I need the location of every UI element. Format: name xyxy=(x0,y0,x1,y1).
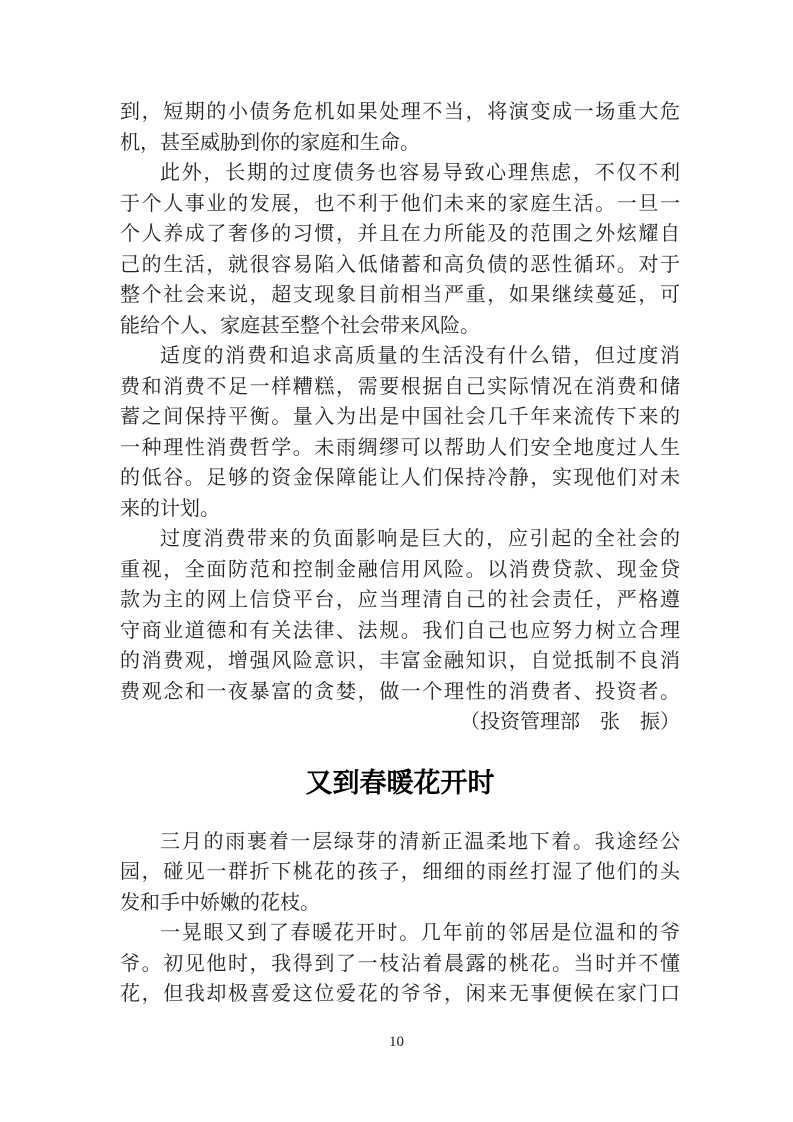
page-number: 10 xyxy=(389,1034,404,1050)
text-line: 蓄之间保持平衡。量入为出是中国社会几千年来流传下来的 xyxy=(120,406,680,428)
text-line: 发和手中娇嫩的花枝。 xyxy=(120,891,320,914)
text-line: 机，甚至威胁到你的家庭和生命。 xyxy=(120,131,420,154)
paragraph xyxy=(120,524,680,707)
article1-body xyxy=(120,97,680,707)
text-line: 整个社会来说，超支现象目前相当严重，如果继续蔓延，可 xyxy=(120,284,680,306)
text-line: 个人养成了奢侈的习惯，并且在力所能及的范围之外炫耀自 xyxy=(120,223,680,245)
text-line: 此外，长期的过度债务也容易导致心理焦虑，不仅不利 xyxy=(160,162,680,184)
text-line: 一晃眼又到了春暖花开时。几年前的邻居是位温和的爷 xyxy=(160,922,680,944)
text-line: 的消费观，增强风险意识，丰富金融知识，自觉抵制不良消 xyxy=(120,650,680,672)
page-content xyxy=(120,97,680,1010)
text-line: 于个人事业的发展，也不利于他们未来的家庭生活。一旦一 xyxy=(120,192,680,215)
text-line: 爷。初见他时，我得到了一枝沾着晨露的桃花。当时并不懂 xyxy=(120,952,680,975)
paragraph xyxy=(120,158,680,341)
text-line: 重视，全面防范和控制金融信用风险。以消费贷款、现金贷 xyxy=(120,558,680,581)
text-line: 的低谷。足够的资金保障能让人们保持冷静，实现他们对未 xyxy=(120,467,680,489)
text-line: 适度的消费和追求高质量的生活没有什么错，但过度消 xyxy=(160,345,680,367)
text-line: 花，但我却极喜爱这位爱花的爷爷，闲来无事便候在家门口 xyxy=(120,983,680,1005)
article1-byline: （投资管理部 张 振） xyxy=(460,711,680,733)
text-line: 费观念和一夜暴富的贪婪，做一个理性的消费者、投资者。 xyxy=(120,680,680,703)
paragraph xyxy=(120,918,680,1010)
text-line: 园，碰见一群折下桃花的孩子，细细的雨丝打湿了他们的头 xyxy=(120,861,680,883)
text-line: 来的计划。 xyxy=(120,497,220,520)
paragraph xyxy=(120,341,680,524)
text-line: 能给个人、家庭甚至整个社会带来风险。 xyxy=(120,314,480,337)
text-line: 过度消费带来的负面影响是巨大的，应引起的全社会的 xyxy=(160,528,680,550)
article2-title: 又到春暖花开时 xyxy=(305,767,495,798)
text-line: 到，短期的小债务危机如果处理不当，将演变成一场重大危 xyxy=(120,101,680,123)
article2-body xyxy=(120,827,680,1010)
text-line: 己的生活，就很容易陷入低储蓄和高负债的恶性循环。对于 xyxy=(120,253,680,276)
text-line: 款为主的网上信贷平台，应当理清自己的社会责任，严格遵 xyxy=(120,589,680,611)
paragraph xyxy=(120,827,680,919)
text-line: 费和消费不足一样糟糕，需要根据自己实际情况在消费和储 xyxy=(120,375,680,398)
text-line: 三月的雨裹着一层绿芽的清新正温柔地下着。我途经公 xyxy=(160,830,680,853)
paragraph xyxy=(120,97,680,158)
text-line: 守商业道德和有关法律、法规。我们自己也应努力树立合理 xyxy=(120,619,680,642)
text-line: 一种理性消费哲学。未雨绸缪可以帮助人们安全地度过人生 xyxy=(120,436,680,459)
